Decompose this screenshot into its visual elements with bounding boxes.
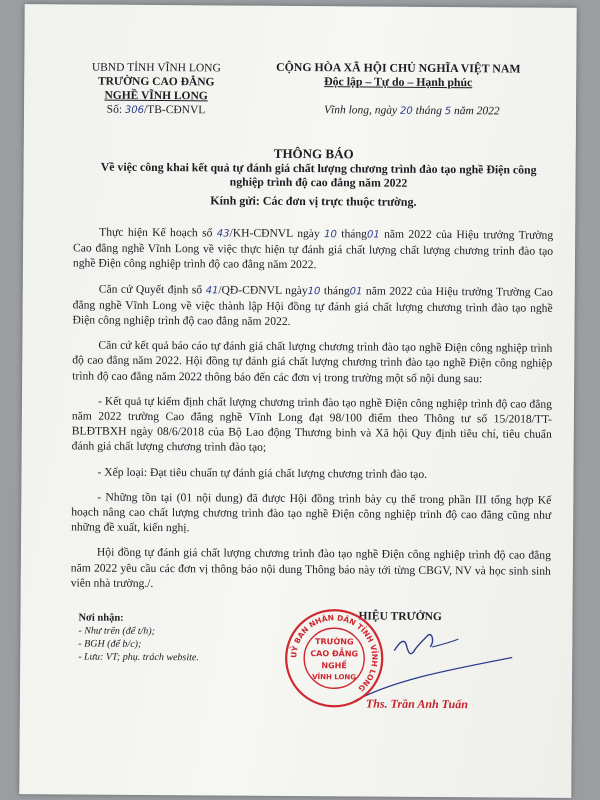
paragraph-3: Căn cứ kết quả báo cáo tự đánh giá chất lượng chương trình đào tạo nghề Điện công nghiệp trình độ cao đẳng năm 2022. Hội đồng tự đánh giá chất lượng chương trình đào tạo nghề Điện công nghiệp trình độ cao đẳng năm 2022 thông báo đến các đơn vị trong trường một số nội dung sau:: [72, 338, 553, 385]
signature-stroke: [394, 634, 432, 653]
signature-stroke: [432, 639, 458, 647]
greeting: Kính gửi: Các đơn vị trực thuộc trường.: [210, 193, 417, 209]
document-title: THÔNG BÁO: [273, 145, 354, 162]
nation-name: CỘNG HÒA XÃ HỘI CHỦ NGHĨA VIỆT NAM: [276, 59, 521, 76]
issuer-name-2: NGHỀ VĨNH LONG: [104, 89, 208, 103]
seal-center-text: CAO ĐẲNG: [310, 649, 359, 659]
issuer-name-1: TRƯỜNG CAO ĐẲNG: [97, 75, 215, 89]
signer-title: HIỆU TRƯỞNG: [358, 610, 442, 624]
issuer-block: [76, 60, 236, 118]
paragraph-2: Căn cứ Quyết định số 41/QĐ-CĐNVL ngày10 tháng01 năm 2022 của Hiệu trưởng Trường Cao đẳng nghề Vĩnh Long về việc thành lập Hội đồng tự đánh giá chất lượng chương trình đào tạo nghề Điện công nghiệp trình độ cao đẳng năm 2022.: [72, 282, 553, 328]
paragraph-6: - Những tồn tại (01 nội dung) đã được Hội đồng trình bày cụ thể trong phần III tổng hợp Kế hoạch nâng cao chất lượng chương trình đào tạo nghề Điện công nghiệp trình độ cao đẳng cũng như những đề xuất, kiến nghị.: [71, 490, 552, 535]
issue-date: Vĩnh long, ngày 20 tháng 5 năm 2022: [323, 104, 500, 118]
motto: Độc lập – Tự do – Hạnh phúc: [324, 74, 473, 90]
recipient-item: - Lưu: VT; phụ. trách website.: [78, 651, 199, 664]
document-page: [19, 4, 577, 798]
signer-name: Ths. Trần Anh Tuấn: [365, 696, 468, 712]
doc-number-handwritten: 306: [124, 104, 145, 116]
official-seal-icon: [282, 606, 387, 711]
paragraph-1: Thực hiện Kế hoạch số 43/KH-CĐNVL ngày 10 tháng01 năm 2022 của Hiệu trưởng Trường Cao đẳng nghề Vĩnh Long về việc thực hiện tự đánh giá chất lượng chất lượng chương trình đào tạo nghề Điện công nghiệp trình độ cao đẳng năm 2022.: [72, 225, 554, 272]
seal-ring-text: UỶ BAN NHÂN DÂN TỈNH VĨNH LONG: [289, 613, 380, 694]
document-subject: Về việc công khai kết quả tự đánh giá chất lượng chương trình đào tạo nghề Điện công nghiệp trình độ cao đẳng năm 2022: [100, 159, 537, 190]
paragraph-4: - Kết quả tự kiểm định chất lượng chương trình đào tạo nghề Điện công nghiệp trình độ cao đẳng năm 2022 trường Cao đẳng nghề Vĩnh Long đạt 98/100 điểm theo Thông tư số 15/2018/TT-BLĐTBXH ngày 08/6/2018 của Bộ Lao động Thương binh và Xã hội Quy định tiêu chí, tiêu chuẩn đánh giá chất lượng chương trình đào tạo;: [71, 394, 553, 455]
document-number: Số: 306/TB-CĐNVL: [106, 103, 206, 117]
recipients-label: Nơi nhận:: [78, 612, 124, 624]
paragraph-5: - Xếp loại: Đạt tiêu chuẩn tự đánh giá chất lượng chương trình đào tạo.: [97, 465, 428, 481]
seal-center-text: TRƯỜNG: [315, 637, 354, 647]
seal-center-text: NGHỀ: [321, 661, 347, 671]
recipient-item: - Như trên (để t/h);: [78, 625, 155, 638]
paragraph-7: Hội đồng tự đánh giá chất lượng chương trình đào tạo nghề Điện công nghiệp trình độ cao đẳng năm 2022 yêu cầu các đơn vị thông báo nội dung Thông báo này tới từng CBGV, NV và học sinh sinh viên nhà trường./.: [70, 546, 551, 590]
issuer-parent: UBND TỈNH VĨNH LONG: [91, 61, 221, 75]
recipients-block: [78, 611, 278, 664]
seal-center-text: VĨNH LONG: [312, 673, 357, 682]
document-body: [71, 224, 554, 603]
national-header: [248, 60, 548, 90]
recipient-item: - BGH (để b/c);: [78, 638, 142, 650]
date-day-handwritten: 20: [400, 105, 413, 117]
date-month-handwritten: 5: [444, 106, 452, 118]
